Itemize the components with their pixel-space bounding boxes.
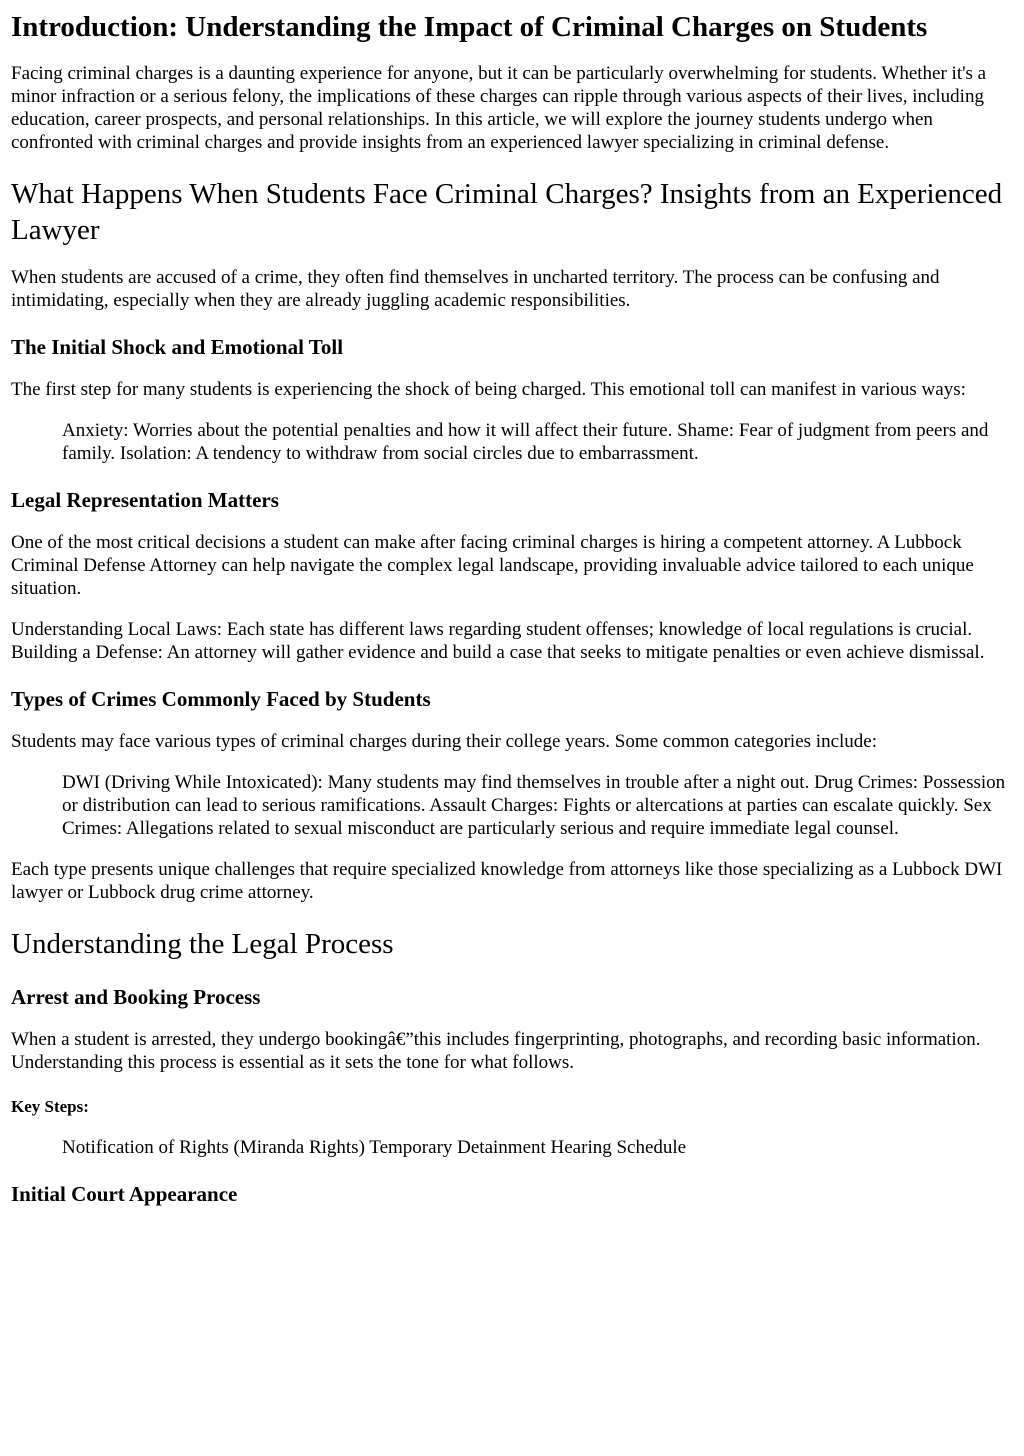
shock-quote: Anxiety: Worries about the potential penalties and how it will affect their future. Shame: Fear of judgment from peers and family. Isolation: A tendency to withdraw from social circles due to embarrassment. xyxy=(62,420,989,464)
key-steps-quote: Notification of Rights (Miranda Rights) Temporary Detainment Hearing Schedule xyxy=(62,1137,687,1158)
legal-process-heading: Understanding the Legal Process xyxy=(11,928,394,960)
crimes-quote: DWI (Driving While Intoxicated): Many students may find themselves in trouble after a night out. Drug Crimes: Possession or distribution can lead to serious ramifications. Assault Charges: Fights or altercations at parties can escalate quickly. Sex Crimes: Allegations related to sexual misconduct are particularly serious and require immediate legal counsel. xyxy=(62,772,1006,839)
crimes-paragraph: Students may face various types of criminal charges during their college years. Some common categories include: xyxy=(11,731,877,752)
intro-heading: Introduction: Understanding the Impact of Criminal Charges on Students xyxy=(11,11,928,43)
crimes-paragraph-2: Each type presents unique challenges that require specialized knowledge from attorneys like those specializing as a Lubbock DWI lawyer or Lubbock drug crime attorney. xyxy=(11,859,1003,903)
article xyxy=(0,10,1024,1207)
arrest-paragraph: When a student is arrested, they undergo bookingâ€”this includes fingerprinting, photographs, and recording basic information. Understanding this process is essential as it sets the tone for what follows. xyxy=(11,1029,981,1073)
legal-rep-paragraph-2: Understanding Local Laws: Each state has different laws regarding student offenses; knowledge of local regulations is crucial. Building a Defense: An attorney will gather evidence and build a case that seeks to mitigate penalties or even achieve dismissal. xyxy=(11,619,985,663)
key-steps-heading: Key Steps: xyxy=(11,1097,89,1116)
crimes-heading: Types of Crimes Commonly Faced by Students xyxy=(11,687,431,711)
legal-rep-paragraph: One of the most critical decisions a student can make after facing criminal charges is hiring a competent attorney. A Lubbock Criminal Defense Attorney can help navigate the complex legal landscape, providing invaluable advice tailored to each unique situation. xyxy=(11,532,974,599)
what-happens-paragraph: When students are accused of a crime, they often find themselves in uncharted territory. The process can be confusing and intimidating, especially when they are already juggling academic responsibilities. xyxy=(11,267,940,311)
legal-rep-heading: Legal Representation Matters xyxy=(11,488,279,512)
what-happens-heading: What Happens When Students Face Criminal Charges? Insights from an Experienced Lawyer xyxy=(11,178,1003,246)
shock-paragraph: The first step for many students is experiencing the shock of being charged. This emotional toll can manifest in various ways: xyxy=(11,379,966,400)
shock-heading: The Initial Shock and Emotional Toll xyxy=(11,335,344,359)
court-heading: Initial Court Appearance xyxy=(11,1182,238,1206)
intro-paragraph: Facing criminal charges is a daunting experience for anyone, but it can be particularly overwhelming for students. Whether it's a minor infraction or a serious felony, the implications of these charges can ripple through various aspects of their lives, including education, career prospects, and personal relationships. In this article, we will explore the journey students undergo when confronted with criminal charges and provide insights from an experienced lawyer specializing in criminal defense. xyxy=(11,63,987,153)
arrest-heading: Arrest and Booking Process xyxy=(11,985,261,1009)
